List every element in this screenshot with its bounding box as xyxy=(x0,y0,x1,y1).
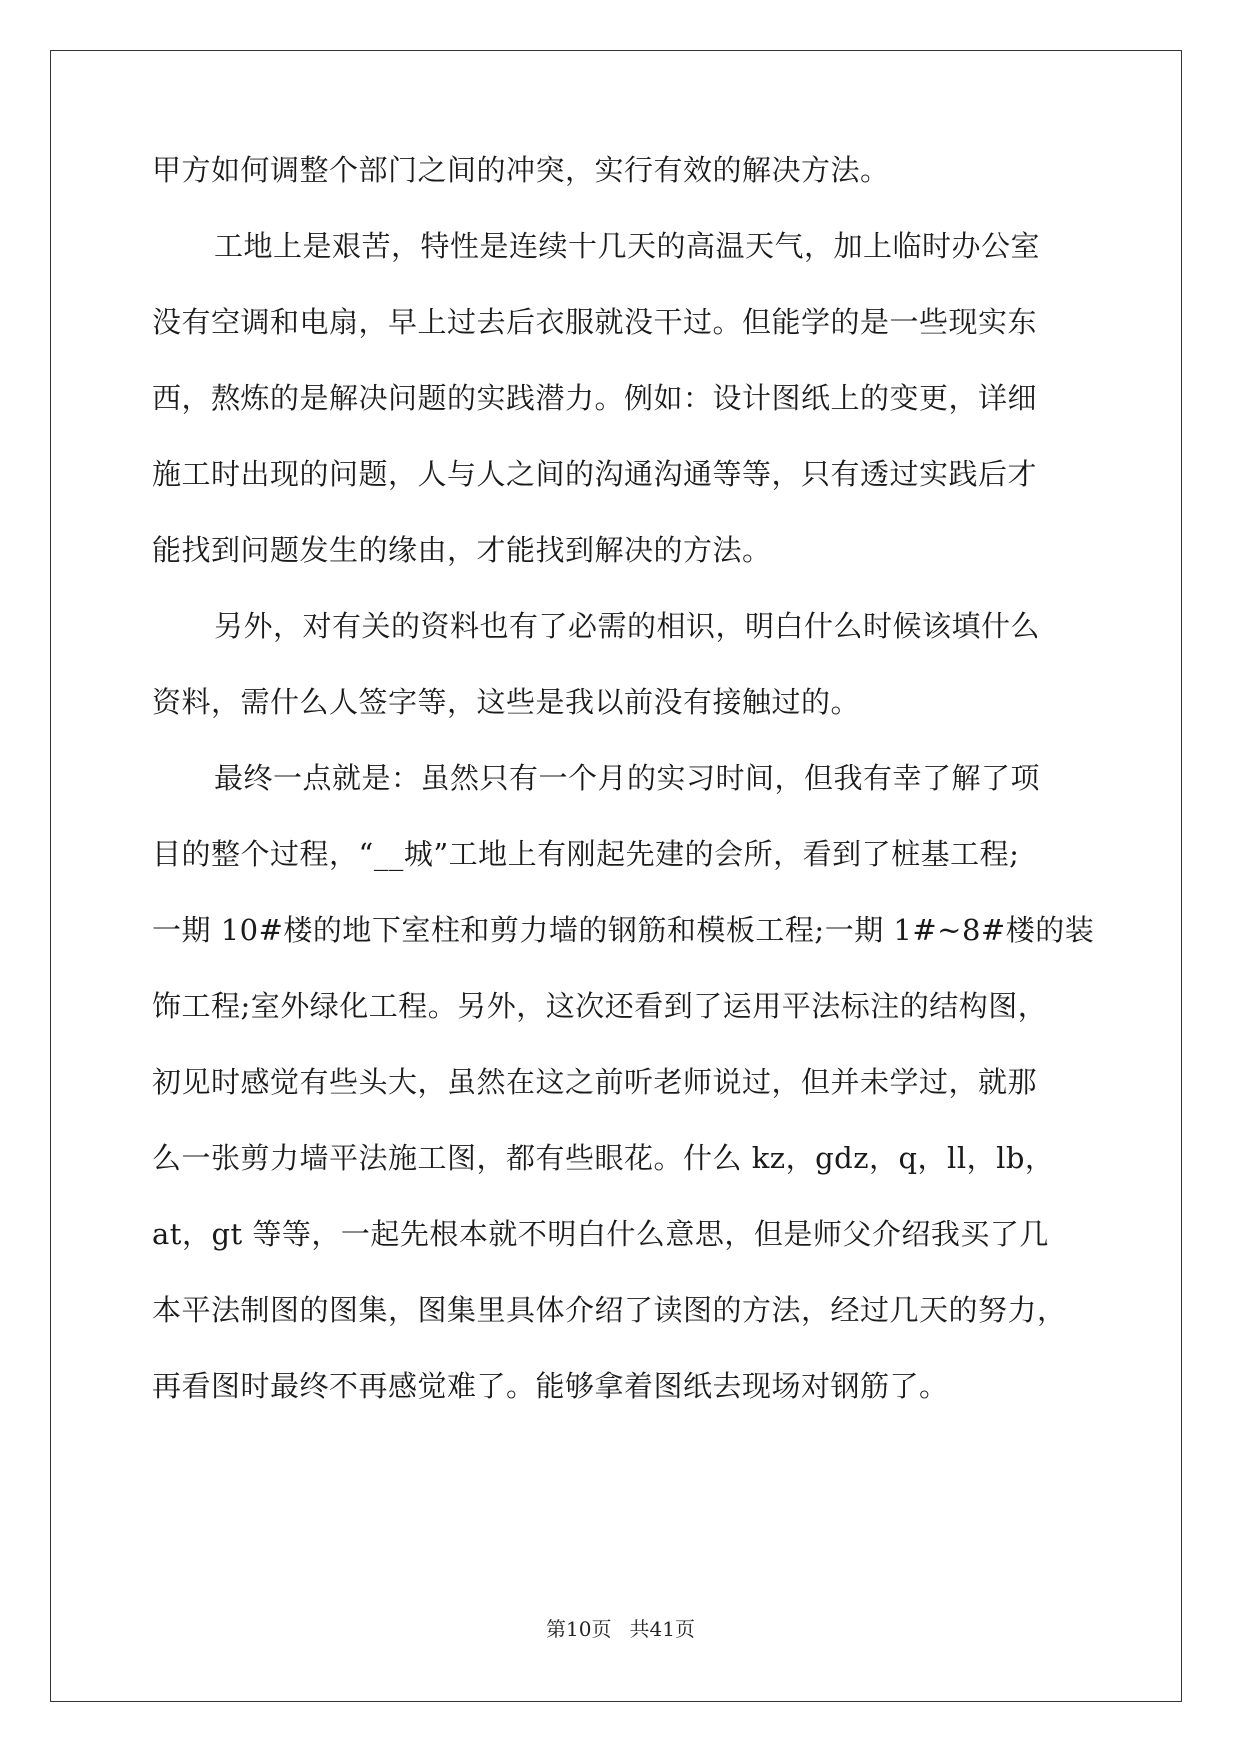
text-line-9: 最终一点就是：虽然只有一个月的实习时间，但我有幸了解了项 xyxy=(214,761,1041,795)
total-pages: 41 xyxy=(649,1617,675,1641)
text-line-17: 再看图时最终不再感觉难了。能够拿着图纸去现场对钢筋了。 xyxy=(152,1369,949,1403)
text-line-15: at，gt 等等，一起先根本就不明白什么意思，但是师父介绍我买了几 xyxy=(152,1217,1049,1251)
page-suffix: 页 xyxy=(591,1617,612,1641)
text-line-1: 甲方如何调整个部门之间的冲突，实行有效的解决方法。 xyxy=(152,153,890,187)
text-line-14: 么一张剪力墙平法施工图，都有些眼花。什么 kz，gdz，q，ll，lb， xyxy=(152,1141,1055,1175)
text-line-7: 另外，对有关的资料也有了必需的相识，明白什么时候该填什么 xyxy=(214,609,1041,643)
total-suffix: 页 xyxy=(674,1617,695,1641)
page-border xyxy=(50,50,1182,1702)
text-line-12: 饰工程;室外绿化工程。另外，这次还看到了运用平法标注的结构图， xyxy=(152,989,1048,1023)
text-line-3: 没有空调和电扇，早上过去后衣服就没干过。但能学的是一些现实东 xyxy=(152,305,1038,339)
text-line-5: 施工时出现的问题，人与人之间的沟通沟通等等，只有透过实践后才 xyxy=(152,457,1038,491)
text-line-11: 一期 10#楼的地下室柱和剪力墙的钢筋和模板工程;一期 1#~8#楼的装 xyxy=(152,913,1095,947)
text-line-16: 本平法制图的图集，图集里具体介绍了读图的方法，经过几天的努力， xyxy=(152,1293,1067,1327)
page-number: 10 xyxy=(566,1617,592,1641)
text-line-13: 初见时感觉有些头大，虽然在这之前听老师说过，但并未学过，就那 xyxy=(152,1065,1038,1099)
text-line-8: 资料，需什么人签字等，这些是我以前没有接触过的。 xyxy=(152,685,861,719)
text-line-4: 西，熬炼的是解决问题的实践潜力。例如：设计图纸上的变更，详细 xyxy=(152,381,1038,415)
page-label: 第 xyxy=(546,1617,567,1641)
page-footer xyxy=(0,1616,1241,1642)
total-label: 共 xyxy=(629,1617,650,1641)
text-line-6: 能找到问题发生的缘由，才能找到解决的方法。 xyxy=(152,533,772,567)
text-line-10: 目的整个过程，“__城”工地上有刚起先建的会所，看到了桩基工程; xyxy=(152,837,1020,871)
text-line-2: 工地上是艰苦，特性是连续十几天的高温天气，加上临时办公室 xyxy=(214,229,1041,263)
